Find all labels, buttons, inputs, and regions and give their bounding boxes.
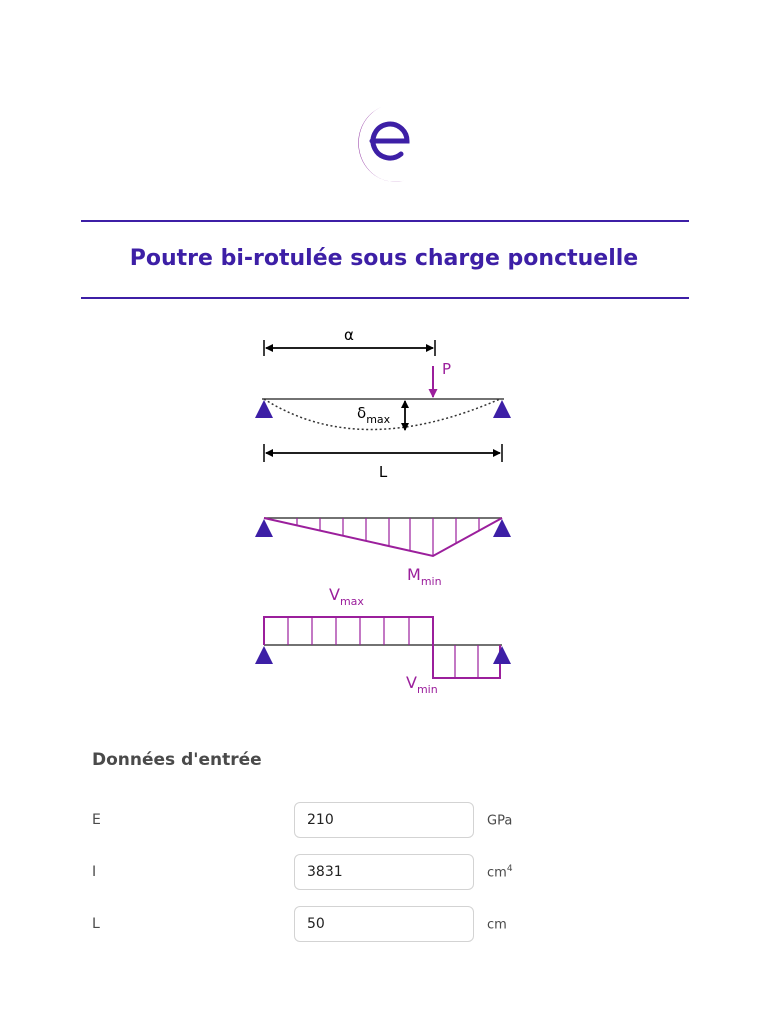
left-support-icon xyxy=(255,646,273,664)
l-label: L xyxy=(92,916,100,932)
input-section-heading: Données d'entrée xyxy=(92,750,262,770)
alpha-label: α xyxy=(344,326,354,344)
e-label: E xyxy=(92,812,101,828)
moment-min-label: $M_{min}$ xyxy=(407,565,442,588)
load-label: P xyxy=(442,360,452,378)
logo-icon xyxy=(350,102,422,182)
input-row-i xyxy=(0,854,768,892)
i-unit: $cm^4$ xyxy=(487,864,513,881)
loaded-beam-diagram xyxy=(255,326,511,481)
right-support-icon xyxy=(493,400,511,418)
span-label: L xyxy=(378,463,388,481)
input-row-l xyxy=(0,906,768,944)
top-divider xyxy=(81,220,689,222)
left-support-icon xyxy=(255,400,273,418)
deflection-label: $\delta_{max}$ xyxy=(357,404,391,426)
shear-diagram xyxy=(255,585,511,696)
i-label: I xyxy=(92,864,97,880)
input-row-e xyxy=(0,802,768,840)
bottom-divider xyxy=(81,297,689,299)
e-input[interactable] xyxy=(294,802,474,838)
page-title: Poutre bi-rotulée sous charge ponctuelle xyxy=(129,246,639,271)
moment-diagram xyxy=(255,518,511,588)
i-input[interactable] xyxy=(294,854,474,890)
l-input[interactable] xyxy=(294,906,474,942)
beam-diagram xyxy=(240,315,540,705)
shear-min-label: $V_{min}$ xyxy=(406,673,438,696)
left-support-icon xyxy=(255,519,273,537)
right-support-icon xyxy=(493,646,511,664)
l-unit: cm xyxy=(487,917,507,933)
e-unit: GPa xyxy=(487,813,513,829)
shear-max-label: $V_{max}$ xyxy=(329,585,364,608)
